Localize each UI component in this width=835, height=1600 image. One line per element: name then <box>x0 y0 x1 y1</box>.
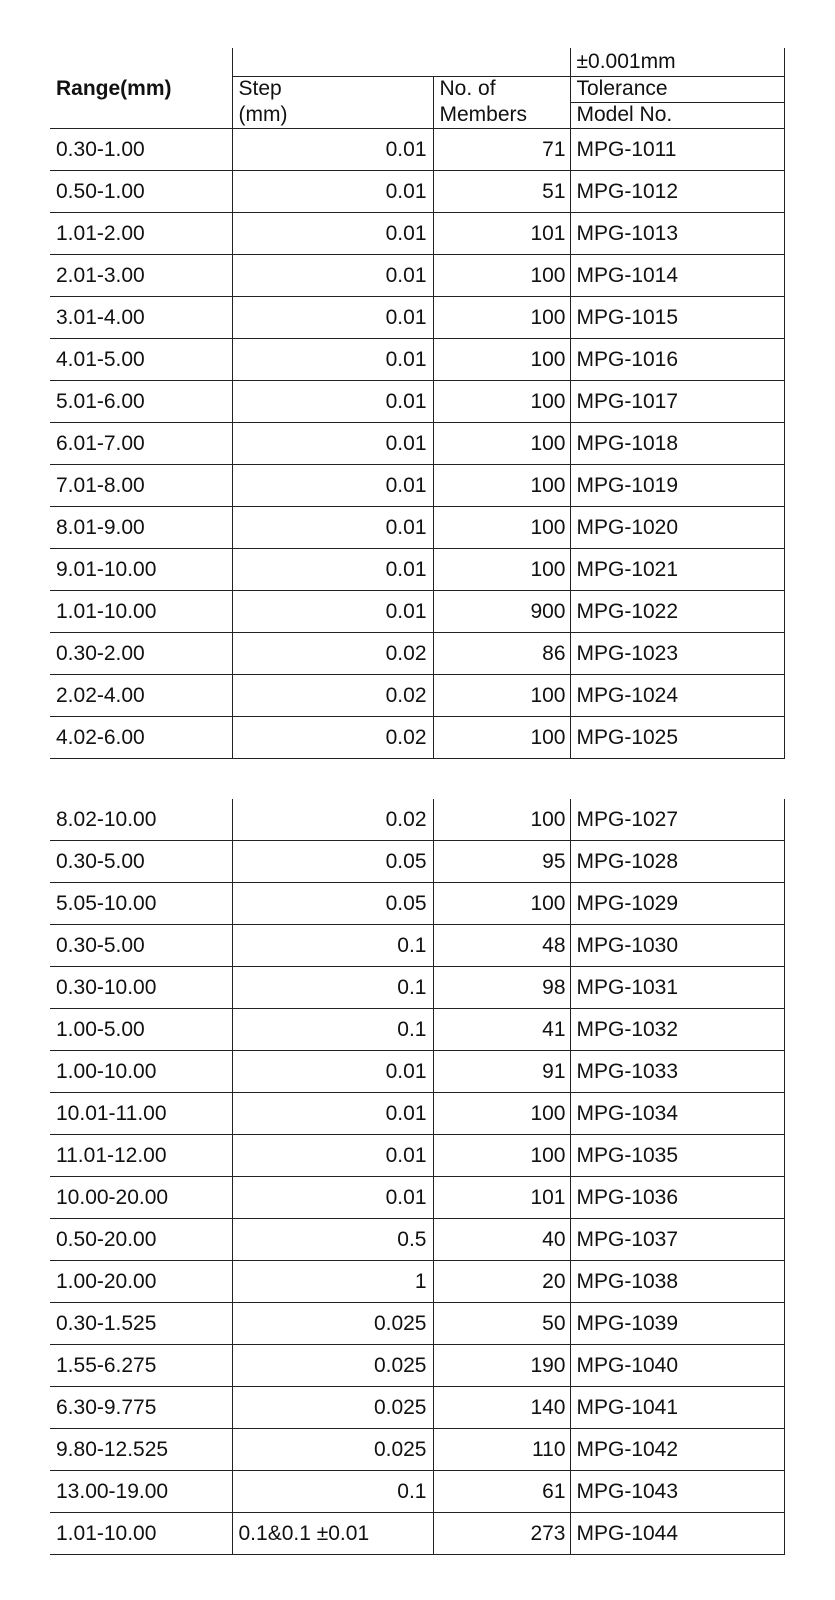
table-row <box>50 255 784 297</box>
table-row <box>50 1387 784 1429</box>
members-cell: 51 <box>433 171 570 213</box>
step-cell: 0.1&0.1 ±0.01 <box>232 1513 433 1555</box>
step-cell: 0.02 <box>232 799 433 841</box>
range-cell: 10.01-11.00 <box>50 1093 232 1135</box>
gauge-table-top <box>50 48 785 759</box>
table-row <box>50 925 784 967</box>
step-cell: 0.05 <box>232 841 433 883</box>
model-cell: MPG-1041 <box>570 1387 784 1429</box>
model-cell: MPG-1011 <box>570 129 784 171</box>
step-cell: 0.5 <box>232 1219 433 1261</box>
step-cell: 0.01 <box>232 549 433 591</box>
table-row <box>50 1177 784 1219</box>
table-row <box>50 841 784 883</box>
members-cell: 48 <box>433 925 570 967</box>
range-cell: 9.80-12.525 <box>50 1429 232 1471</box>
step-cell: 0.02 <box>232 633 433 675</box>
step-cell: 0.01 <box>232 381 433 423</box>
model-cell: MPG-1032 <box>570 1009 784 1051</box>
range-cell: 6.01-7.00 <box>50 423 232 465</box>
range-cell: 0.30-2.00 <box>50 633 232 675</box>
table-row <box>50 1345 784 1387</box>
table-row <box>50 1513 784 1555</box>
step-cell: 1 <box>232 1261 433 1303</box>
members-cell: 100 <box>433 381 570 423</box>
table-row <box>50 423 784 465</box>
step-cell: 0.025 <box>232 1387 433 1429</box>
step-cell: 0.1 <box>232 967 433 1009</box>
step-cell: 0.01 <box>232 297 433 339</box>
header-step-2: (mm) <box>232 103 433 129</box>
model-cell: MPG-1013 <box>570 213 784 255</box>
model-cell: MPG-1016 <box>570 339 784 381</box>
header-members-2: Members <box>433 103 570 129</box>
model-cell: MPG-1039 <box>570 1303 784 1345</box>
members-cell: 98 <box>433 967 570 1009</box>
header-model: Model No. <box>570 103 784 129</box>
header-blank <box>232 48 570 77</box>
members-cell: 100 <box>433 799 570 841</box>
range-cell: 5.01-6.00 <box>50 381 232 423</box>
step-cell: 0.01 <box>232 465 433 507</box>
members-cell: 100 <box>433 465 570 507</box>
header-members-1: No. of <box>433 77 570 103</box>
members-cell: 100 <box>433 717 570 759</box>
step-cell: 0.025 <box>232 1429 433 1471</box>
range-cell: 0.50-1.00 <box>50 171 232 213</box>
step-cell: 0.01 <box>232 171 433 213</box>
table-row <box>50 1135 784 1177</box>
header-range: Range(mm) <box>56 76 172 100</box>
model-cell: MPG-1030 <box>570 925 784 967</box>
step-cell: 0.025 <box>232 1345 433 1387</box>
model-cell: MPG-1044 <box>570 1513 784 1555</box>
range-cell: 2.02-4.00 <box>50 675 232 717</box>
step-cell: 0.1 <box>232 1471 433 1513</box>
model-cell: MPG-1025 <box>570 717 784 759</box>
table-row <box>50 1261 784 1303</box>
table-row <box>50 591 784 633</box>
members-cell: 100 <box>433 297 570 339</box>
gauge-table-bottom <box>50 799 785 1555</box>
step-cell: 0.01 <box>232 1051 433 1093</box>
step-cell: 0.01 <box>232 213 433 255</box>
members-cell: 100 <box>433 507 570 549</box>
header-row-1 <box>50 48 784 77</box>
model-cell: MPG-1031 <box>570 967 784 1009</box>
table-row <box>50 129 784 171</box>
range-cell: 1.00-10.00 <box>50 1051 232 1093</box>
range-cell: 9.01-10.00 <box>50 549 232 591</box>
table-row <box>50 1051 784 1093</box>
header-step-1: Step <box>232 77 433 103</box>
range-cell: 4.01-5.00 <box>50 339 232 381</box>
step-cell: 0.02 <box>232 675 433 717</box>
model-cell: MPG-1012 <box>570 171 784 213</box>
range-cell: 4.02-6.00 <box>50 717 232 759</box>
members-cell: 61 <box>433 1471 570 1513</box>
range-cell: 0.30-1.00 <box>50 129 232 171</box>
model-cell: MPG-1040 <box>570 1345 784 1387</box>
table-row <box>50 171 784 213</box>
model-cell: MPG-1028 <box>570 841 784 883</box>
step-cell: 0.01 <box>232 129 433 171</box>
range-cell: 13.00-19.00 <box>50 1471 232 1513</box>
model-cell: MPG-1042 <box>570 1429 784 1471</box>
range-cell: 0.30-5.00 <box>50 925 232 967</box>
table-row <box>50 297 784 339</box>
step-cell: 0.1 <box>232 925 433 967</box>
model-cell: MPG-1019 <box>570 465 784 507</box>
step-cell: 0.01 <box>232 339 433 381</box>
step-cell: 0.01 <box>232 591 433 633</box>
range-cell: 0.30-5.00 <box>50 841 232 883</box>
step-cell: 0.01 <box>232 1135 433 1177</box>
step-cell: 0.01 <box>232 1177 433 1219</box>
range-cell: 0.30-10.00 <box>50 967 232 1009</box>
model-cell: MPG-1036 <box>570 1177 784 1219</box>
model-cell: MPG-1034 <box>570 1093 784 1135</box>
model-cell: MPG-1021 <box>570 549 784 591</box>
members-cell: 71 <box>433 129 570 171</box>
range-cell: 6.30-9.775 <box>50 1387 232 1429</box>
range-cell: 1.01-10.00 <box>50 591 232 633</box>
model-cell: MPG-1024 <box>570 675 784 717</box>
step-cell: 0.05 <box>232 883 433 925</box>
model-cell: MPG-1020 <box>570 507 784 549</box>
members-cell: 190 <box>433 1345 570 1387</box>
model-cell: MPG-1037 <box>570 1219 784 1261</box>
range-cell: 2.01-3.00 <box>50 255 232 297</box>
header-row-2 <box>50 77 784 103</box>
range-cell: 0.50-20.00 <box>50 1219 232 1261</box>
table-row <box>50 1219 784 1261</box>
members-cell: 50 <box>433 1303 570 1345</box>
range-cell: 8.01-9.00 <box>50 507 232 549</box>
table-row <box>50 1471 784 1513</box>
step-cell: 0.01 <box>232 507 433 549</box>
members-cell: 140 <box>433 1387 570 1429</box>
table-row <box>50 675 784 717</box>
header-row-3 <box>50 103 784 129</box>
table-row <box>50 213 784 255</box>
table-row <box>50 883 784 925</box>
table-row <box>50 339 784 381</box>
members-cell: 100 <box>433 549 570 591</box>
members-cell: 100 <box>433 675 570 717</box>
members-cell: 41 <box>433 1009 570 1051</box>
step-cell: 0.02 <box>232 717 433 759</box>
range-cell: 7.01-8.00 <box>50 465 232 507</box>
members-cell: 100 <box>433 339 570 381</box>
members-cell: 86 <box>433 633 570 675</box>
step-cell: 0.01 <box>232 1093 433 1135</box>
range-cell: 1.01-2.00 <box>50 213 232 255</box>
range-cell: 5.05-10.00 <box>50 883 232 925</box>
members-cell: 110 <box>433 1429 570 1471</box>
range-cell: 0.30-1.525 <box>50 1303 232 1345</box>
model-cell: MPG-1033 <box>570 1051 784 1093</box>
step-cell: 0.01 <box>232 255 433 297</box>
members-cell: 101 <box>433 213 570 255</box>
members-cell: 40 <box>433 1219 570 1261</box>
members-cell: 100 <box>433 1135 570 1177</box>
model-cell: MPG-1029 <box>570 883 784 925</box>
range-cell: 1.01-10.00 <box>50 1513 232 1555</box>
model-cell: MPG-1014 <box>570 255 784 297</box>
table-row <box>50 633 784 675</box>
model-cell: MPG-1038 <box>570 1261 784 1303</box>
members-cell: 95 <box>433 841 570 883</box>
table-row <box>50 799 784 841</box>
header-tolerance-label: Tolerance <box>570 77 784 103</box>
members-cell: 273 <box>433 1513 570 1555</box>
members-cell: 100 <box>433 883 570 925</box>
members-cell: 900 <box>433 591 570 633</box>
table-row <box>50 381 784 423</box>
step-cell: 0.1 <box>232 1009 433 1051</box>
members-cell: 100 <box>433 255 570 297</box>
model-cell: MPG-1017 <box>570 381 784 423</box>
table-row <box>50 1429 784 1471</box>
range-cell: 1.55-6.275 <box>50 1345 232 1387</box>
model-cell: MPG-1022 <box>570 591 784 633</box>
step-cell: 0.01 <box>232 423 433 465</box>
range-cell: 3.01-4.00 <box>50 297 232 339</box>
members-cell: 100 <box>433 1093 570 1135</box>
table-row <box>50 1303 784 1345</box>
members-cell: 100 <box>433 423 570 465</box>
model-cell: MPG-1035 <box>570 1135 784 1177</box>
step-cell: 0.025 <box>232 1303 433 1345</box>
model-cell: MPG-1027 <box>570 799 784 841</box>
table-row <box>50 549 784 591</box>
range-cell: 11.01-12.00 <box>50 1135 232 1177</box>
model-cell: MPG-1015 <box>570 297 784 339</box>
members-cell: 20 <box>433 1261 570 1303</box>
model-cell: MPG-1043 <box>570 1471 784 1513</box>
members-cell: 101 <box>433 1177 570 1219</box>
range-cell: 10.00-20.00 <box>50 1177 232 1219</box>
table-row <box>50 1009 784 1051</box>
table-row <box>50 465 784 507</box>
table-row <box>50 967 784 1009</box>
range-cell: 1.00-20.00 <box>50 1261 232 1303</box>
range-cell: 8.02-10.00 <box>50 799 232 841</box>
table-row <box>50 1093 784 1135</box>
model-cell: MPG-1023 <box>570 633 784 675</box>
members-cell: 91 <box>433 1051 570 1093</box>
header-tolerance-value: ±0.001mm <box>570 48 784 77</box>
range-cell: 1.00-5.00 <box>50 1009 232 1051</box>
model-cell: MPG-1018 <box>570 423 784 465</box>
table-row <box>50 507 784 549</box>
table-row <box>50 717 784 759</box>
